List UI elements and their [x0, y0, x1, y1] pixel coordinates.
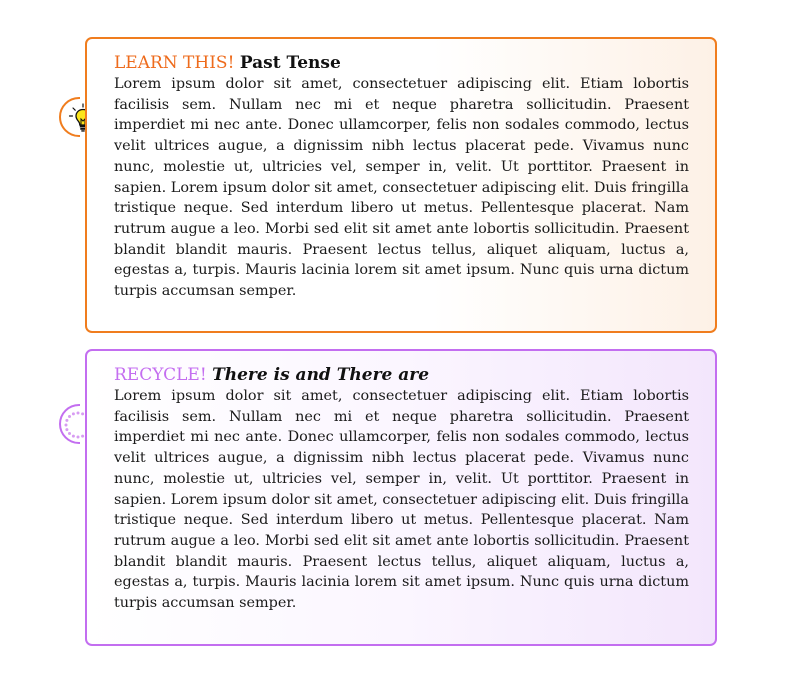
learn-box-tag: LEARN THIS! — [114, 53, 235, 73]
learn-box-body: Lorem ipsum dolor sit amet, consectetuer adipiscing elit. Etiam lobortis facilisis sem. Nullam nec mi et neque pharetra sollicitudin. Praesent imperdiet mi nec ante. Donec ullamcorper, felis non sodales commodo, lectus velit ultrices augue, a dignissim nibh lectus placerat pede. Vivamus nunc nunc, molestie ut, ultricies vel, semper in, velit. Ut porttitor. Praesent in sapien. Lorem ipsum dolor sit amet, consectetuer adipiscing elit. Duis fringilla tristique neque. Sed interdum libero ut metus. Pellentesque placerat. Nam rutrum augue a leo. Morbi sed elit sit amet ante lobortis sollicitudin. Praesent blandit blandit mauris. Praesent lectus tellus, aliquet aliquam, luctus a, egestas a, turpis. Mauris lacinia lorem sit amet ipsum. Nunc quis urna dictum turpis accumsan semper. — [114, 76, 689, 300]
recycle-box-body: Lorem ipsum dolor sit amet, consectetuer adipiscing elit. Etiam lobortis facilisis sem. Nullam nec mi et neque pharetra sollicitudin. Praesent imperdiet mi nec ante. Donec ullamcorper, felis non sodales commodo, lectus velit ultrices augue, a dignissim nibh lectus placerat pede. Vivamus nunc nunc, molestie ut, ultricies vel, semper in, velit. Ut porttitor. Praesent in sapien. Lorem ipsum dolor sit amet, consectetuer adipiscing elit. Duis fringilla tristique neque. Sed interdum libero ut metus. Pellentesque placerat. Nam rutrum augue a leo. Morbi sed elit sit amet ante lobortis sollicitudin. Praesent blandit blandit mauris. Praesent lectus tellus, aliquet aliquam, luctus a, egestas a, turpis. Mauris lacinia lorem sit amet ipsum. Nunc quis urna dictum turpis accumsan semper. — [114, 388, 689, 612]
learn-box-title — [114, 52, 689, 74]
learn-box-heading: Past Tense — [239, 53, 341, 73]
recycle-box-tag: RECYCLE! — [114, 365, 207, 385]
recycle-box-heading: There is and There are — [212, 365, 430, 385]
recycle-box — [85, 349, 717, 646]
learn-this-box — [85, 37, 717, 333]
recycle-box-title — [114, 364, 689, 386]
